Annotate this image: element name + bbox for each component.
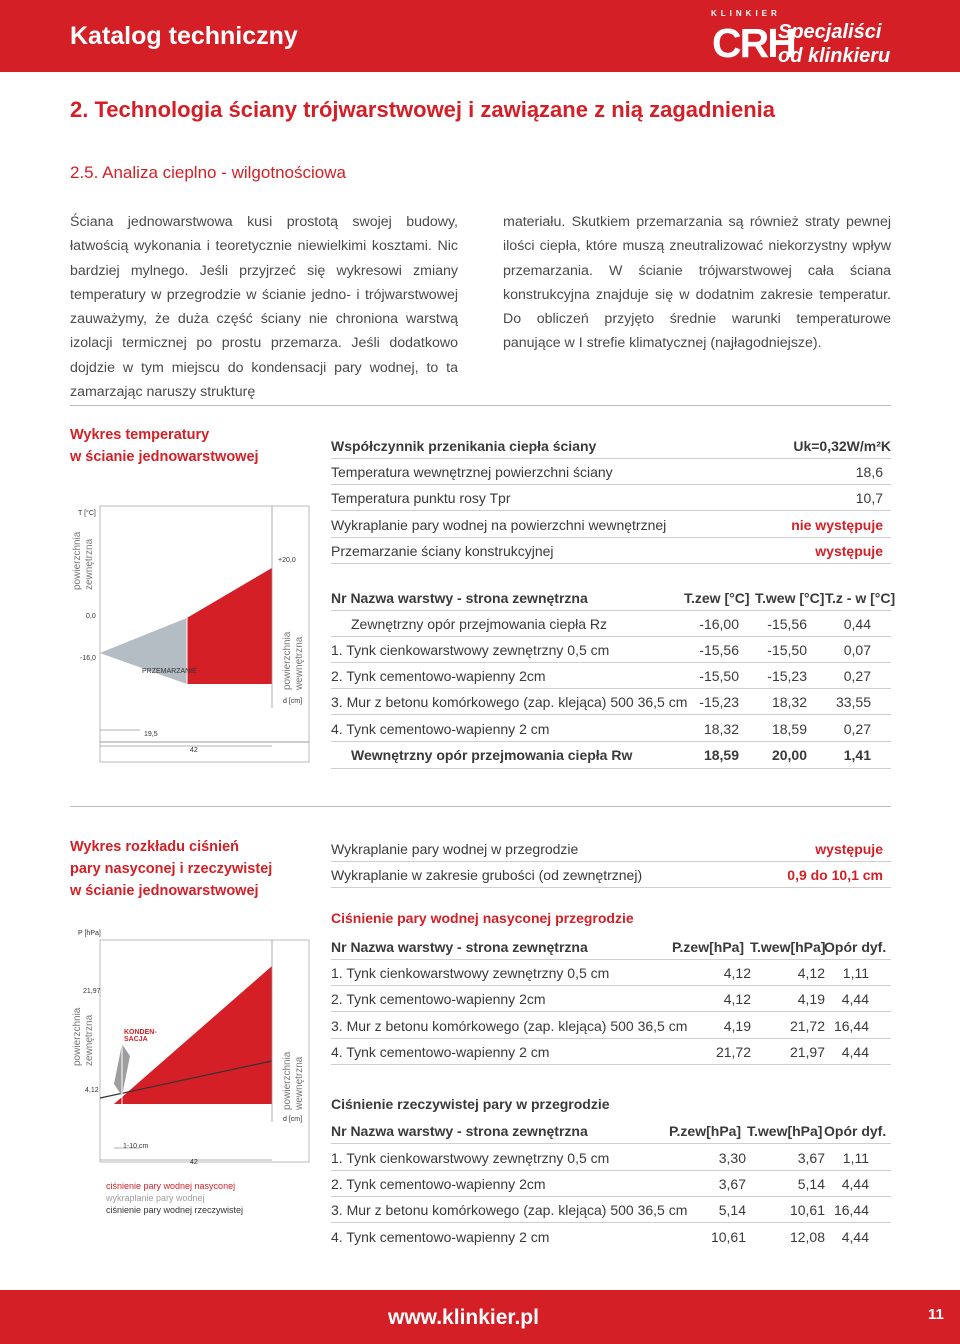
- cell: 3. Mur z betonu komórkowego (zap. klejąca) 500 36,5 cm: [331, 1018, 688, 1034]
- divider: [70, 806, 891, 807]
- cell: 18,32: [771, 694, 807, 710]
- cell: -15,23: [699, 694, 739, 710]
- pressure-y-axis-label: P [hPa]: [78, 930, 101, 937]
- col-header: T.wew [°C]: [755, 590, 825, 606]
- pressure-side-outer: powierzchnia zewnętrzna: [72, 1007, 95, 1066]
- layers-row: [331, 745, 891, 769]
- temp-chart-title-line-1: Wykres temperatury: [70, 427, 210, 443]
- row-divider: [331, 636, 891, 637]
- col-header: Opór dyf.: [824, 1123, 887, 1139]
- cell: 21,72: [789, 1018, 825, 1034]
- row-divider: [331, 861, 891, 862]
- layers-row: [331, 719, 891, 743]
- legend-condensation: wykraplanie pary wodnej: [106, 1193, 205, 1203]
- row-divider: [331, 1196, 891, 1197]
- saturated-header: [331, 937, 891, 961]
- col-header: P.zew[hPa]: [672, 939, 745, 955]
- row-divider: [331, 741, 891, 742]
- pressure-x-unit: d [cm]: [283, 1116, 303, 1123]
- tagline-line-2: od klinkieru: [778, 45, 891, 67]
- logo-brand-top: KLINKIER: [711, 9, 781, 18]
- row-divider: [331, 484, 891, 485]
- summary-label: Temperatura punktu rosy Tpr: [331, 490, 511, 506]
- condensation-value: 0,9 do 10,1 cm: [787, 867, 883, 883]
- cell: 1. Tynk cienkowarstwowy zewnętrzny 0,5 cm: [331, 1150, 610, 1166]
- cell: 2. Tynk cementowo-wapienny 2cm: [331, 991, 546, 1007]
- condensation-label: Wykraplanie w zakresie grubości (od zewnętrznej): [331, 867, 643, 883]
- cell: 5,14: [718, 1202, 746, 1218]
- pressure-tick-bottom: 4,12: [85, 1087, 99, 1094]
- saturated-table-title: Ciśnienie pary wodnej nasyconej przegrodzie: [331, 910, 634, 926]
- summary-label: Wykraplanie pary wodnej na powierzchni wewnętrznej: [331, 517, 667, 533]
- temp-x-unit: d [cm]: [283, 698, 303, 705]
- temp-y-axis-label: T [°C]: [78, 510, 96, 517]
- cell: 3,67: [718, 1176, 746, 1192]
- row-divider: [331, 714, 891, 715]
- cell: 16,44: [833, 1202, 869, 1218]
- logo-tagline: [778, 20, 890, 68]
- pressure-x-mark-2: 42: [190, 1159, 198, 1166]
- cell: 4,12: [797, 965, 825, 981]
- row-divider: [331, 1064, 891, 1065]
- freezing-label: PRZEMARZANIE: [142, 668, 197, 675]
- cell: 3. Mur z betonu komórkowego (zap. klejąca) 500 36,5 cm: [331, 1202, 688, 1218]
- layers-header: [331, 588, 896, 612]
- actual-table-title: Ciśnienie rzeczywistej pary w przegrodzie: [331, 1096, 610, 1112]
- pressure-chart-title-line-1: Wykres rozkładu ciśnień: [70, 839, 239, 855]
- summary-value: występuje: [815, 543, 883, 559]
- cell: 5,14: [797, 1176, 825, 1192]
- cell: 3,30: [718, 1150, 746, 1166]
- positive-temp-area-top: [187, 568, 272, 618]
- col-header: Nr Nazwa warstwy - strona zewnętrzna: [331, 1123, 588, 1139]
- cell: 4,44: [841, 1176, 869, 1192]
- temp-chart-title-line-2: w ścianie jednowarstwowej: [70, 449, 259, 465]
- row-divider: [331, 1143, 891, 1144]
- cell: 12,08: [789, 1229, 825, 1245]
- actual-row: [331, 1174, 891, 1198]
- summary-value: Uk=0,32W/m²K: [793, 438, 891, 454]
- actual-header: [331, 1121, 891, 1145]
- cell: 1,11: [842, 1150, 869, 1166]
- sub-heading: 2.5. Analiza cieplno - wilgotnościowa: [70, 163, 346, 182]
- row-divider: [331, 887, 891, 888]
- cell: -15,56: [699, 642, 739, 658]
- layers-row: [331, 666, 891, 690]
- cell: 21,97: [789, 1044, 825, 1060]
- col-header: Nr Nazwa warstwy - strona zewnętrzna: [331, 939, 588, 955]
- layers-row: [331, 692, 891, 716]
- cell: 33,55: [835, 694, 871, 710]
- row-divider: [331, 1038, 891, 1039]
- row-divider: [331, 1222, 891, 1223]
- cell: 4,19: [723, 1018, 751, 1034]
- temp-tick-min: -16,0: [80, 655, 96, 662]
- pressure-chart: [60, 926, 320, 1166]
- summary-value: nie występuje: [791, 517, 883, 533]
- cell: 20,00: [771, 747, 807, 763]
- temp-x-mark-1: 19,5: [144, 731, 158, 738]
- temp-tick-max: +20,0: [278, 557, 296, 564]
- pressure-side-inner: powierzchnia wewnętrzna: [282, 1051, 305, 1110]
- row-divider: [331, 688, 891, 689]
- actual-row: [331, 1200, 891, 1224]
- row-divider: [331, 985, 891, 986]
- row-divider: [331, 563, 891, 564]
- temp-tick-zero: 0,0: [86, 613, 96, 620]
- temp-side-inner: powierzchnia wewnętrzna: [282, 631, 305, 690]
- cell: -15,56: [767, 616, 807, 632]
- summary-value: 10,7: [855, 490, 883, 506]
- col-header: Nr Nazwa warstwy - strona zewnętrzna: [331, 590, 588, 606]
- actual-row: [331, 1227, 891, 1251]
- cell: 3,67: [797, 1150, 825, 1166]
- row-divider: [331, 1011, 891, 1012]
- cell: 4. Tynk cementowo-wapienny 2 cm: [331, 721, 550, 737]
- condensation-label: Wykraplanie pary wodnej w przegrodzie: [331, 841, 579, 857]
- condensation-label: [124, 1029, 157, 1043]
- cell: 0,07: [843, 642, 871, 658]
- cell: 2. Tynk cementowo-wapienny 2cm: [331, 668, 546, 684]
- condensation-row-0: [331, 839, 891, 863]
- row-divider: [331, 662, 891, 663]
- col-header: T.zew [°C]: [684, 590, 750, 606]
- pressure-chart-title-line-2: pary nasyconej i rzeczywistej: [70, 861, 273, 877]
- header-title: Katalog techniczny: [70, 22, 298, 50]
- pressure-chart-title: [70, 836, 272, 902]
- layers-row: [331, 640, 891, 664]
- cell: 4. Tynk cementowo-wapienny 2 cm: [331, 1229, 550, 1245]
- cell: 4,44: [841, 1229, 869, 1245]
- row-divider: [331, 537, 891, 538]
- row-divider: [331, 510, 891, 511]
- col-header: T.wew[hPa]: [747, 1123, 823, 1139]
- cell: -16,00: [699, 616, 739, 632]
- divider: [70, 405, 891, 406]
- temp-x-mark-2: 42: [190, 747, 198, 754]
- saturated-row: [331, 1042, 891, 1066]
- cell: 0,27: [843, 668, 871, 684]
- col-header: P.zew[hPa]: [669, 1123, 742, 1139]
- row-divider: [331, 1170, 891, 1171]
- row-divider: [331, 610, 891, 611]
- col-header: T.z - w [°C]: [825, 590, 896, 606]
- actual-row: [331, 1148, 891, 1172]
- cell: 18,59: [703, 747, 739, 763]
- cell: 18,59: [771, 721, 807, 737]
- logo-brand-main: CRH: [712, 20, 795, 66]
- cell: -15,50: [767, 642, 807, 658]
- cell: 10,61: [789, 1202, 825, 1218]
- cell: 4,12: [723, 991, 751, 1007]
- condensation-label-line-2: SACJA: [124, 1036, 148, 1043]
- summary-label: Temperatura wewnętrznej powierzchni ściany: [331, 464, 613, 480]
- row-divider: [331, 959, 891, 960]
- row-divider: [331, 458, 891, 459]
- cell: 4,44: [841, 991, 869, 1007]
- cell: 0,27: [843, 721, 871, 737]
- layers-row: [331, 614, 891, 638]
- col-header: Opór dyf.: [824, 939, 887, 955]
- temp-chart-title: [70, 424, 259, 468]
- pressure-chart-title-line-3: w ścianie jednowarstwowej: [70, 883, 259, 899]
- summary-label: Współczynnik przenikania ciepła ściany: [331, 438, 597, 454]
- cell: 21,72: [715, 1044, 751, 1060]
- page-number: 11: [928, 1306, 944, 1323]
- summary-row-3: [331, 515, 891, 539]
- cell: 10,61: [710, 1229, 746, 1245]
- cell: 1. Tynk cienkowarstwowy zewnętrzny 0,5 cm: [331, 965, 610, 981]
- summary-label: Przemarzanie ściany konstrukcyjnej: [331, 543, 554, 559]
- cell: 0,44: [843, 616, 871, 632]
- cell: 4,12: [723, 965, 751, 981]
- summary-value: 18,6: [855, 464, 883, 480]
- cell: Wewnętrzny opór przejmowania ciepła Rw: [351, 747, 633, 763]
- cell: 4. Tynk cementowo-wapienny 2 cm: [331, 1044, 550, 1060]
- intro-paragraph-right: materiału. Skutkiem przemarzania są również straty pewnej ilości ciepła, które muszą zneutralizować niekorzystny wpływ przemarzania. W ścianie trójwarstwowej cała ściana konstrukcyjna znajduje się w dodatnim zakresie temperatur. Do obliczeń przyjęto średnie warunki temperaturowe panujące w I strefie klimatycznej (najłagodniejsze).: [503, 214, 891, 352]
- legend-saturated: ciśnienie pary wodnej nasyconej: [106, 1181, 236, 1191]
- cell: 16,44: [833, 1018, 869, 1034]
- section-heading: 2. Technologia ściany trójwarstwowej i zawiązane z nią zagadnienia: [70, 97, 776, 122]
- cell: Zewnętrzny opór przejmowania ciepła Rz: [351, 616, 607, 632]
- summary-row-2: [331, 488, 891, 512]
- cell: 2. Tynk cementowo-wapienny 2cm: [331, 1176, 546, 1192]
- condensation-label-line-1: KONDEN-: [124, 1029, 157, 1036]
- saturated-row: [331, 1016, 891, 1040]
- cell: 1. Tynk cienkowarstwowy zewnętrzny 0,5 cm: [331, 642, 610, 658]
- temp-chart: [60, 498, 320, 766]
- footer-url[interactable]: www.klinkier.pl: [388, 1306, 539, 1329]
- pressure-x-mark-1: 1-10 cm: [123, 1143, 149, 1150]
- saturated-row: [331, 963, 891, 987]
- summary-row-1: [331, 462, 891, 486]
- col-header: T.wew[hPa]: [750, 939, 826, 955]
- cell: 18,32: [703, 721, 739, 737]
- cell: 4,44: [841, 1044, 869, 1060]
- legend-actual: ciśnienie pary wodnej rzeczywistej: [106, 1205, 244, 1215]
- cell: 4,19: [797, 991, 825, 1007]
- pressure-legend: [106, 1180, 243, 1216]
- cell: 3. Mur z betonu komórkowego (zap. klejąca) 500 36,5 cm: [331, 694, 688, 710]
- cell: -15,23: [767, 668, 807, 684]
- temp-side-outer: powierzchnia zewnętrzna: [72, 531, 95, 590]
- row-divider: [331, 768, 891, 769]
- summary-row-4: [331, 541, 891, 565]
- pressure-tick-top: 21,97: [83, 988, 101, 995]
- cell: 1,11: [842, 965, 869, 981]
- condensation-row-1: [331, 865, 891, 889]
- cell: -15,50: [699, 668, 739, 684]
- cell: 1,41: [843, 747, 871, 763]
- saturated-row: [331, 989, 891, 1013]
- condensation-value: występuje: [815, 841, 883, 857]
- summary-row-0: [331, 436, 891, 460]
- tagline-line-1: Specjaliści: [778, 21, 882, 43]
- intro-paragraph-left: Ściana jednowarstwowa kusi prostotą swojej budowy, łatwością wykonania i teoretycznie niewielkimi kosztami. Nic bardziej mylnego. Jeśli przyjrzeć się wykresowi zmiany temperatury w przegrodzie w ścianie jedno- i trójwarstwowej zauważymy, że duża część ściany nie chroniona warstwą izolacji termicznej po prostu przemarza. Jeśli dodatkowo dojdzie w tym miejscu do kondensacji pary wodnej, to ta zamarzając naruszy strukturę: [70, 214, 458, 401]
